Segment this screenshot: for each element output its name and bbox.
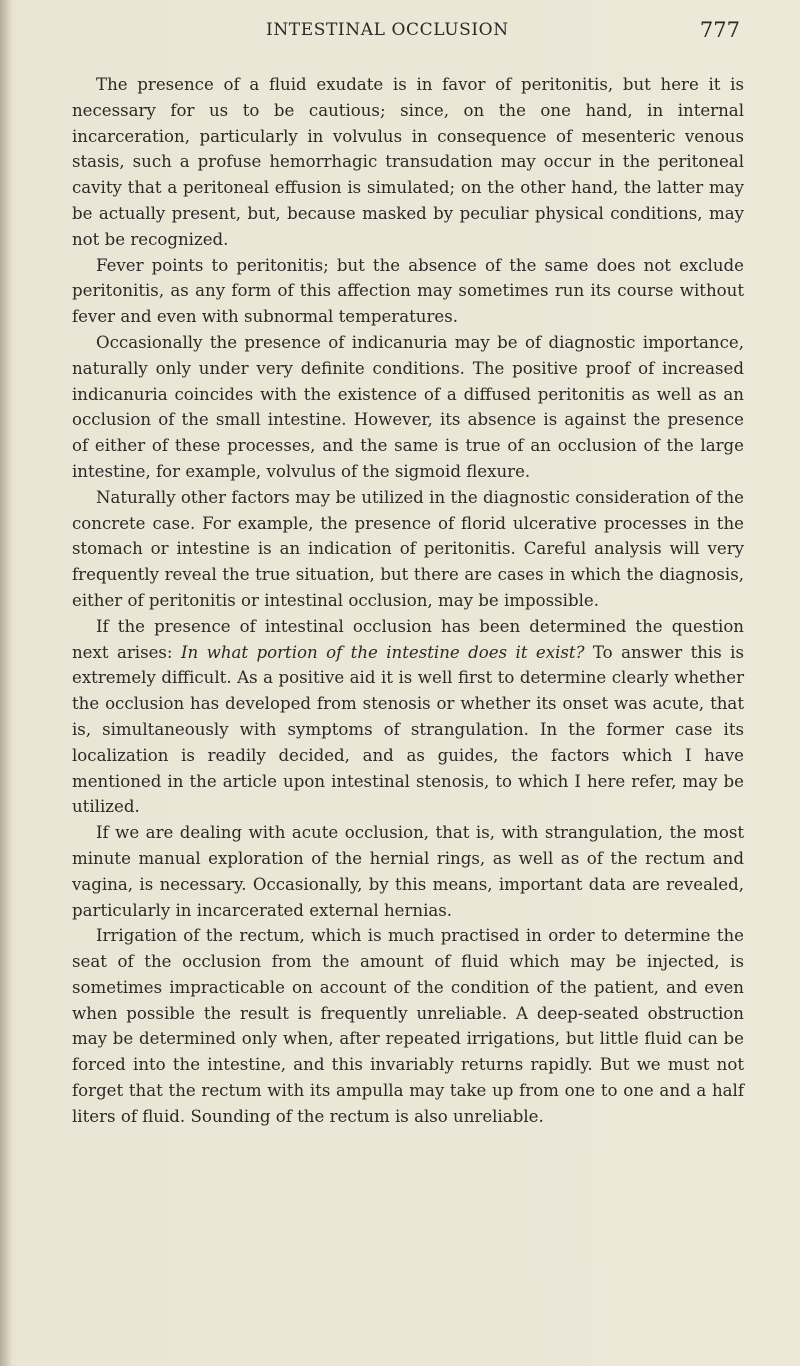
running-head [70,18,740,46]
paragraph-other-factors: Naturally other factors may be utilized in the diagnostic consideration of the concrete case. For example, the presence of florid ulcerative processes in the stomach or intestine is an indication of peritonitis. Careful analysis will very frequently reveal the true situation, but there are cases in which the diagnosis, either of peritonitis or intestinal occlusion, may be impossible. [72,487,744,610]
paragraph-occlusion-location-rest: To answer this is extremely difficult. As a positive aid it is well first to determine clearly whether the occlusion has developed from stenosis or whether its onset was acute, that is, simultaneously with symptoms of strangulation. In the former case its localization is readily decided, and as guides, the factors which I have mentioned in the article upon intestinal stenosis, to which I here refer, may be utilized. [72,642,744,817]
paragraph-occlusion-location [72,614,744,820]
page-number: 777 [699,18,740,42]
body-text [72,72,744,1130]
paragraph-indicanuria: Occasionally the presence of indicanuria may be of diagnostic importance, naturally only under very definite conditions. The positive proof of increased indicanuria coincides with the existence of a diffused peritonitis as well as an occlusion of the small intestine. However, its absence is against the presence of either of these processes, and the same is true of an occlusion of the large intestine, for example, volvulus of the sigmoid flexure. [72,332,744,481]
paragraph-acute-occlusion: If we are dealing with acute occlusion, that is, with strangulation, the most minute manual exploration of the hernial rings, as well as of the rectum and vagina, is necessary. Occasionally, by this means, important data are revealed, particularly in incarcerated external hernias. [72,823,744,920]
paragraph-fever: Fever points to peritonitis; but the absence of the same does not exclude peritonitis, as any form of this affection may sometimes run its course without fever and even with subnormal temperatures. [72,255,744,327]
paragraph-rectal-irrigation: Irrigation of the rectum, which is much practised in order to determine the seat of the occlusion from the amount of fluid which may be injected, is sometimes impracticable on account of the condition of the patient, and even when possible the result is frequently unreliable. A deep-seated obstruction may be determined only when, after repeated irrigations, but little fluid can be forced into the intestine, and this invariably returns rapidly. But we must not forget that the rectum with its ampulla may take up from one to one and a half liters of fluid. Sounding of the rectum is also unreliable. [72,926,744,1126]
page-spine-shadow [0,0,12,1366]
paragraph-peritoneal-effusion: The presence of a fluid exudate is in favor of peritonitis, but here it is necessary for us to be cautious; since, on the one hand, in internal incarceration, particularly in volvulus in consequence of mesenteric venous stasis, such a profuse hemorrhagic transudation may occur in the peritoneal cavity that a peritoneal effusion is simulated; on the other hand, the latter may be actually present, but, because masked by peculiar physical conditions, may not be recognized. [72,75,744,249]
paragraph-occlusion-location-lead: If the presence of intestinal occlusion has been determined the question next arises: [72,616,744,662]
paragraph-occlusion-location-question: In what portion of the intestine does it exist? [180,642,585,662]
running-title: INTESTINAL OCCLUSION [266,20,509,40]
